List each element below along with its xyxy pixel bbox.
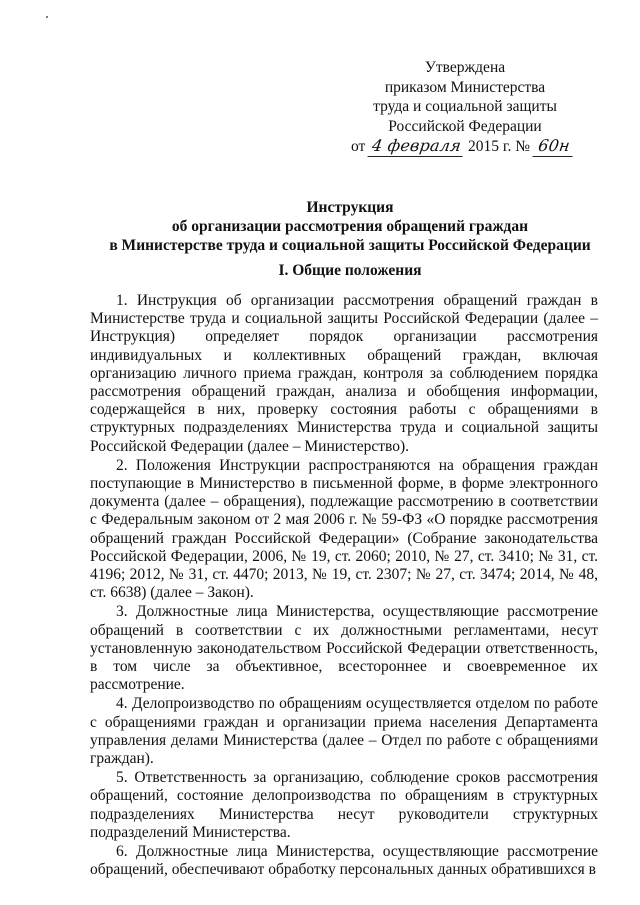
- paragraph-4: 4. Делопроизводство по обращениям осуществляется отделом по работе с обращениями граждан и организации приема населения Департамента управления делами Министерства (далее – Отдел по работе с обращениями граждан).: [90, 695, 598, 768]
- paragraph-2: 2. Положения Инструкции распространяются на обращения граждан поступающие в Министерство в письменной форме, в форме электронного документа (далее – обращения), подлежащие рассмотрению в соответствии с Федеральным законом от 2 мая 2006 г. № 59-ФЗ «О порядке рассмотрения обращений граждан Российской Федерации» (Собрание законодательства Российской Федерации, 2006, № 19, ст. 2060; 2010, № 27, ст. 3410; № 31, ст. 4196; 2012, № 31, ст. 4470; 2013, № 19, ст. 2307; № 27, ст. 3474; 2014, № 48, ст. 6638) (далее – Закон).: [90, 456, 598, 602]
- section-heading: I. Общие положения: [278, 262, 422, 279]
- document-title: [90, 198, 610, 255]
- paragraph-6: 6. Должностные лица Министерства, осуществляющие рассмотрение обращений, обеспечивают обработку персональных данных обратившихся в: [90, 843, 598, 879]
- handwritten-order-number: 60н: [532, 136, 575, 157]
- scan-speck: [46, 16, 48, 18]
- title-line-3: в Министерстве труда и социальной защиты Российской Федерации: [109, 237, 591, 254]
- approval-date-line: [345, 136, 585, 157]
- paragraph-3: 3. Должностные лица Министерства, осуществляющие рассмотрение обращений в соответствии с их должностными регламентами, несут установленную законодательством Российской Федерации ответственность, в том числе за объективное, всестороннее и своевременное их рассмотрение.: [90, 603, 598, 694]
- approval-line-2: приказом Министерства: [384, 78, 546, 96]
- date-prefix: от: [351, 138, 366, 155]
- title-line-2: об организации рассмотрения обращений граждан: [171, 218, 529, 235]
- approval-line-4: Российской Федерации: [388, 117, 542, 135]
- paragraph-5: 5. Ответственность за организацию, соблюдение сроков рассмотрения обращений, состояние делопроизводства по обращениям в структурных подразделениях Министерства несут руководители структурных подразделений Министерства.: [90, 769, 598, 841]
- year-text: 2015 г. №: [468, 138, 531, 155]
- handwritten-date: 4 февраля: [368, 136, 466, 157]
- body-text: [90, 292, 598, 881]
- paragraph-1: 1. Инструкция об организации рассмотрения обращений граждан в Министерстве труда и социальной защиты Российской Федерации (далее – Инструкция) определяет порядок организации рассмотрения индивидуальных и коллективных обращений граждан, включая организацию личного приема граждан, контроля за соблюдением порядка рассмотрения обращений граждан, анализа и обобщения информации, содержащейся в них, проверку состояния работы с обращениями в структурных подразделениях Министерства труда и социальной защиты Российской Федерации (далее – Министерство).: [90, 292, 598, 455]
- approval-line-1: Утверждена: [424, 59, 506, 76]
- approval-block: [345, 58, 585, 157]
- approval-line-3: труда и социальной защиты: [373, 98, 557, 115]
- title-line-1: Инструкция: [306, 199, 394, 216]
